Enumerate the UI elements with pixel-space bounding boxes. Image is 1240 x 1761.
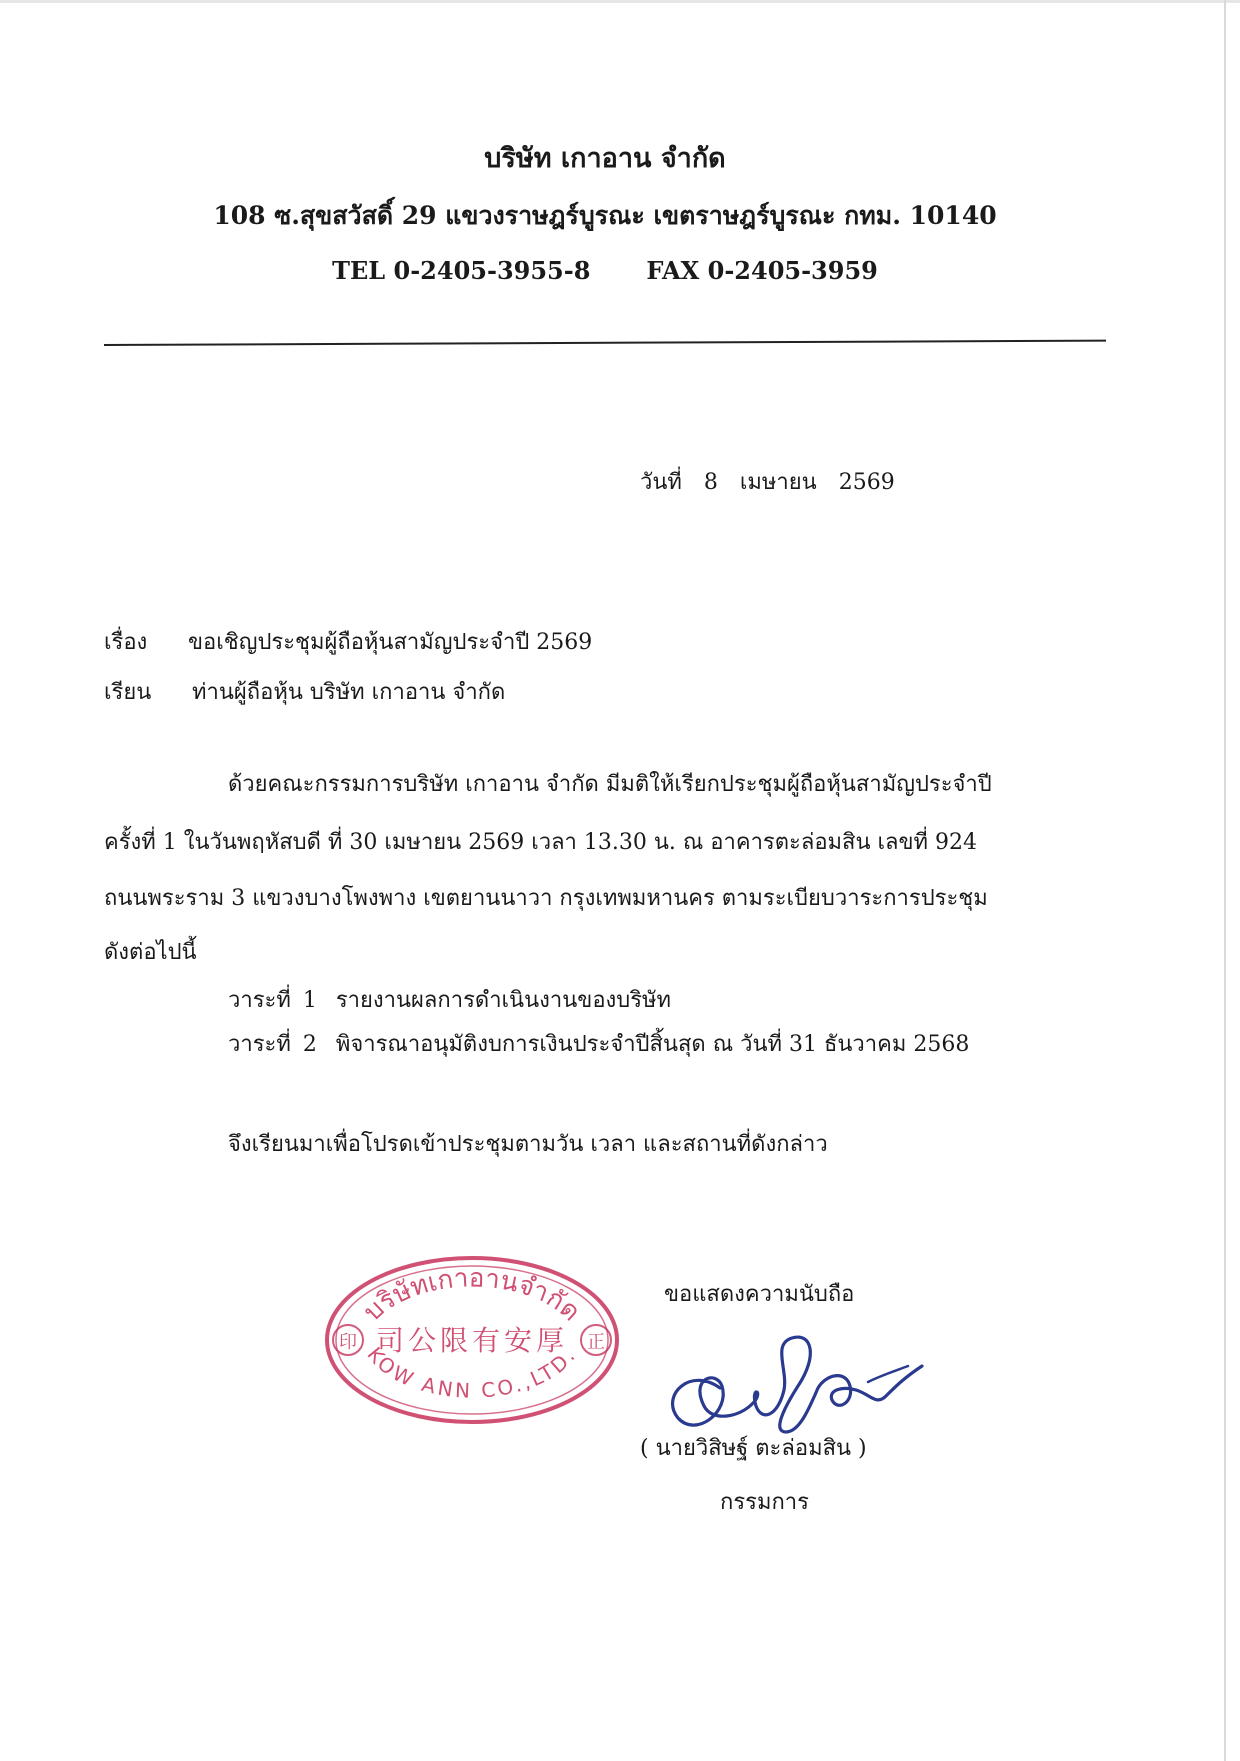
regards-text: ขอแสดงความนับถือ [664, 1282, 855, 1307]
body-line-2: ครั้งที่ 1 ในวันพฤหัสบดี ที่ 30 เมษายน 2569 เวลา 13.30 น. ณ อาคารตะล่อมสิน เลขที่ 924 [104, 830, 978, 855]
date-day: 8 [703, 470, 718, 495]
subject-text: ขอเชิญประชุมผู้ถือหุ้นสามัญประจำปี 2569 [188, 630, 593, 655]
recipient-label: เรียน [104, 680, 152, 705]
agenda-label: วาระที่ [228, 1032, 291, 1057]
company-seal-stamp [322, 1248, 622, 1426]
telephone: TEL 0-2405-3955-8 [332, 256, 591, 285]
letter-date [640, 464, 895, 499]
signatory-name: ( นายวิสิษฐ์ ตะล่อมสิน ) [640, 1436, 867, 1461]
signatory-position: กรรมการ [720, 1490, 809, 1515]
handwritten-signature [660, 1326, 930, 1436]
body-line-3: ถนนพระราม 3 แขวงบางโพงพาง เขตยานนาวา กรุงเทพมหานคร ตามระเบียบวาระการประชุม [104, 886, 988, 911]
scan-edge-right [1224, 0, 1226, 1761]
seal-thai-text: บริษัทเกาอานจำกัด [357, 1263, 587, 1328]
agenda-item [228, 1026, 969, 1061]
fax: FAX 0-2405-3959 [646, 256, 878, 285]
agenda-text: รายงานผลการดำเนินงานของบริษัท [335, 988, 672, 1013]
seal-left-char: 印 [339, 1332, 357, 1353]
agenda-item [228, 982, 671, 1017]
company-name: บริษัท เกาอาน จำกัด [484, 143, 726, 174]
closing-sentence: จึงเรียนมาเพื่อโปรดเข้าประชุมตามวัน เวลา และสถานที่ดังกล่าว [228, 1132, 828, 1157]
body-line-1: ด้วยคณะกรรมการบริษัท เกาอาน จำกัด มีมติให้เรียกประชุมผู้ถือหุ้นสามัญประจำปี [228, 772, 992, 797]
agenda-number: 1 [302, 988, 317, 1013]
company-contact [100, 256, 1110, 285]
seal-english-text: KOW ANN CO.,LTD. [362, 1342, 582, 1403]
company-address: 108 ซ.สุขสวัสดิ์ 29 แขวงราษฎร์บูรณะ เขตราษฎร์บูรณะ กทม. 10140 [213, 201, 997, 230]
scan-edge-top [0, 0, 1240, 3]
date-year: 2569 [838, 470, 895, 495]
agenda-number: 2 [302, 1032, 317, 1057]
body-line-4: ดังต่อไปนี้ [104, 940, 197, 965]
agenda-text: พิจารณาอนุมัติงบการเงินประจำปีสิ้นสุด ณ วันที่ 31 ธันวาคม 2568 [335, 1032, 970, 1057]
seal-chinese-text: 司公限有安厚 [375, 1324, 569, 1357]
date-month: เมษายน [739, 470, 817, 495]
subject-label: เรื่อง [104, 630, 148, 655]
seal-right-char: 正 [587, 1332, 605, 1353]
date-label: วันที่ [640, 470, 682, 495]
header-divider [104, 340, 1106, 346]
agenda-label: วาระที่ [228, 988, 291, 1013]
recipient-text: ท่านผู้ถือหุ้น บริษัท เกาอาน จำกัด [192, 680, 506, 705]
